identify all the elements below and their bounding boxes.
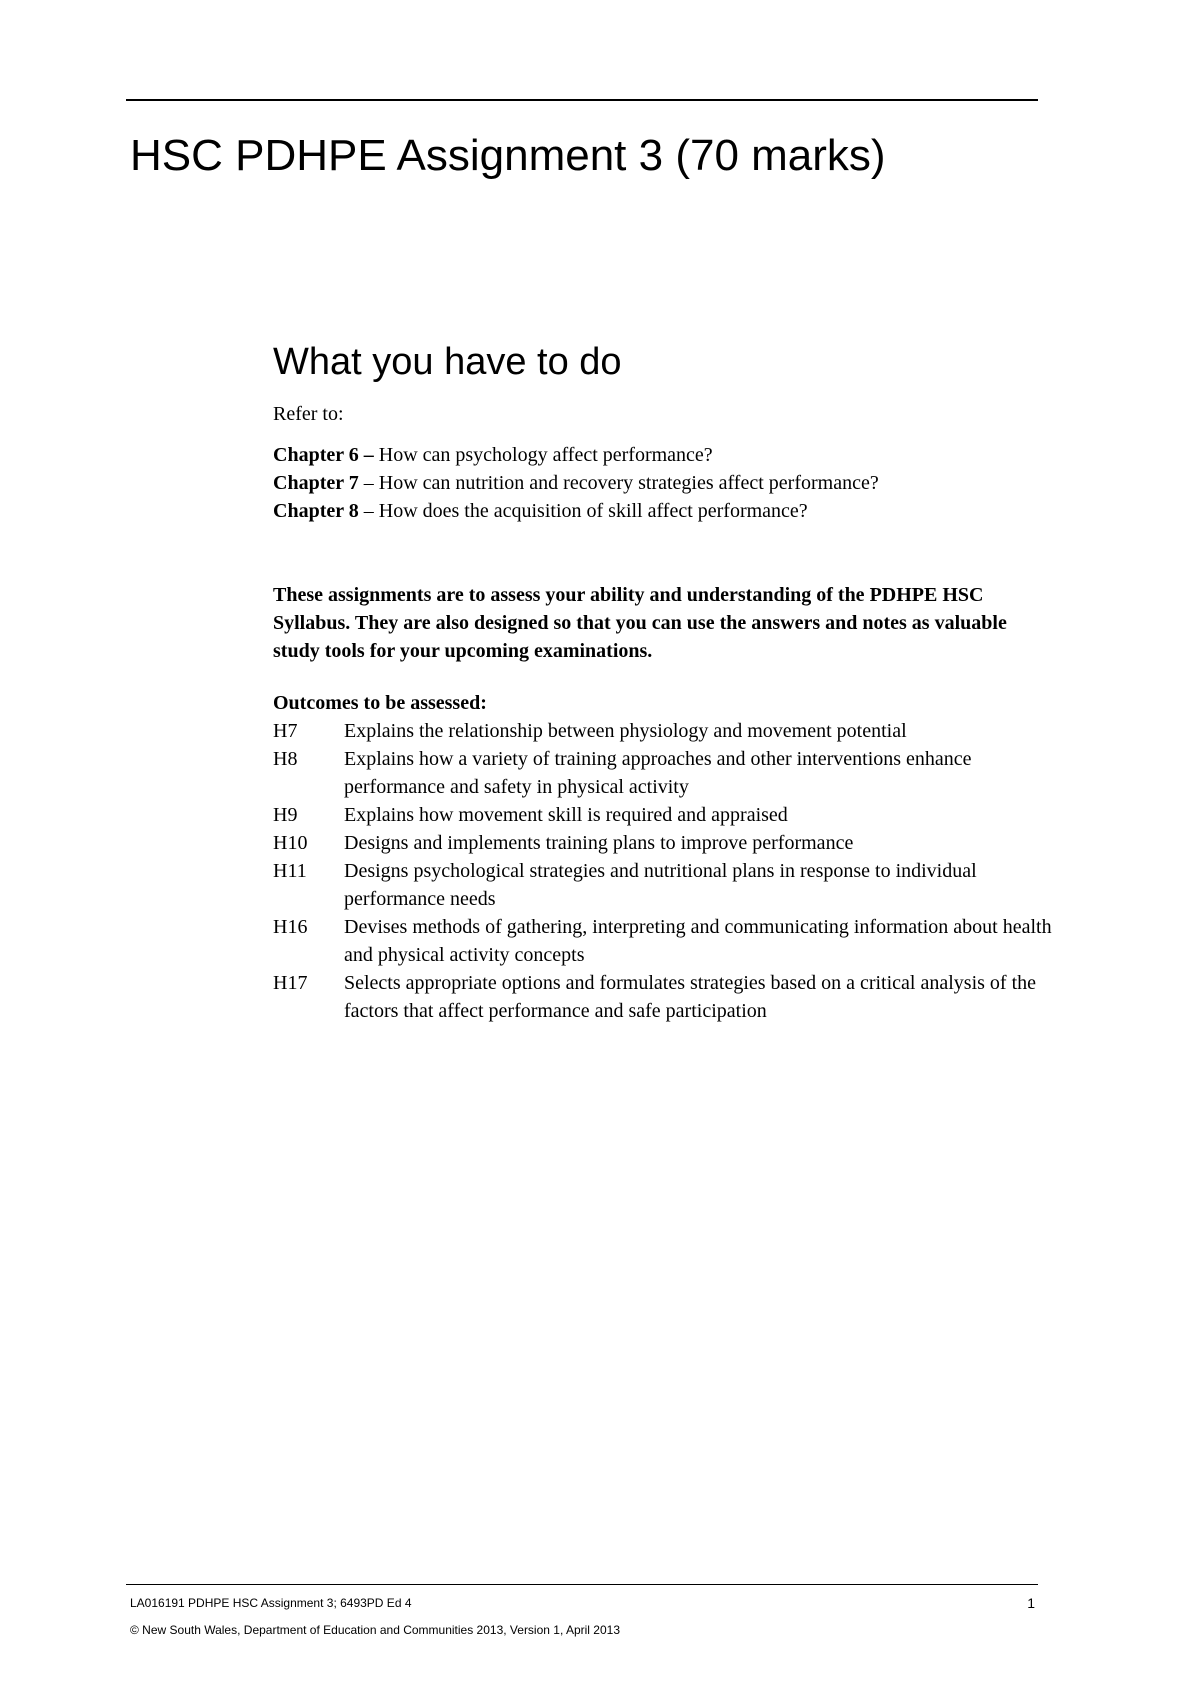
section-heading: What you have to do bbox=[273, 341, 622, 383]
outcome-item bbox=[273, 829, 1053, 857]
outcome-item bbox=[273, 717, 1053, 745]
chapter-item bbox=[273, 441, 1053, 469]
outcome-item bbox=[273, 857, 1053, 913]
footer-reference: LA016191 PDHPE HSC Assignment 3; 6493PD Ed 4 bbox=[130, 1596, 412, 1610]
outcome-code: H10 bbox=[273, 832, 308, 854]
chapter-item bbox=[273, 469, 1053, 497]
outcome-description: Selects appropriate options and formulates strategies based on a critical analysis of the factors that affect performance and safe participation bbox=[344, 972, 1037, 1022]
footer-copyright: © New South Wales, Department of Education and Communities 2013, Version 1, April 2013 bbox=[130, 1623, 620, 1637]
intro-paragraph: These assignments are to assess your ability and understanding of the PDHPE HSC Syllabus. They are also designed so that you can use the answers and notes as valuable study tools for your upcoming examinations. bbox=[273, 584, 1007, 662]
outcome-description: Explains how movement skill is required and appraised bbox=[344, 804, 788, 826]
outcome-description: Devises methods of gathering, interpreting and communicating information about health and physical activity concepts bbox=[344, 916, 1052, 966]
outcome-item bbox=[273, 745, 1053, 801]
chapter-text: – How can nutrition and recovery strategies affect performance? bbox=[358, 472, 879, 494]
outcome-code: H8 bbox=[273, 748, 298, 770]
outcomes-title: Outcomes to be assessed: bbox=[273, 692, 487, 714]
chapter-label: Chapter 6 – bbox=[273, 444, 374, 466]
page-number: 1 bbox=[1027, 1595, 1035, 1611]
outcome-item bbox=[273, 913, 1053, 969]
chapter-item bbox=[273, 497, 1053, 525]
footer-divider bbox=[126, 1584, 1038, 1585]
chapter-label: Chapter 8 bbox=[273, 500, 359, 522]
refer-to-label: Refer to: bbox=[273, 403, 344, 425]
outcome-description: Designs and implements training plans to improve performance bbox=[344, 832, 854, 854]
main-content bbox=[273, 340, 1053, 1025]
chapter-label: Chapter 7 bbox=[273, 472, 359, 494]
outcomes-list bbox=[273, 717, 1053, 1025]
chapter-text: – How does the acquisition of skill affect performance? bbox=[358, 500, 808, 522]
chapter-list bbox=[273, 441, 1053, 525]
outcome-description: Explains the relationship between physiology and movement potential bbox=[344, 720, 907, 742]
outcome-code: H11 bbox=[273, 860, 307, 882]
outcome-code: H16 bbox=[273, 916, 308, 938]
header-divider bbox=[126, 99, 1038, 101]
outcome-item bbox=[273, 969, 1053, 1025]
outcome-code: H17 bbox=[273, 972, 308, 994]
outcome-item bbox=[273, 801, 1053, 829]
document-title: HSC PDHPE Assignment 3 (70 marks) bbox=[130, 131, 886, 180]
outcome-description: Designs psychological strategies and nutritional plans in response to individual performance needs bbox=[344, 860, 977, 910]
chapter-text: How can psychology affect performance? bbox=[373, 444, 713, 466]
outcome-code: H9 bbox=[273, 804, 298, 826]
outcome-description: Explains how a variety of training approaches and other interventions enhance performance and safety in physical activity bbox=[344, 748, 972, 798]
outcome-code: H7 bbox=[273, 720, 298, 742]
